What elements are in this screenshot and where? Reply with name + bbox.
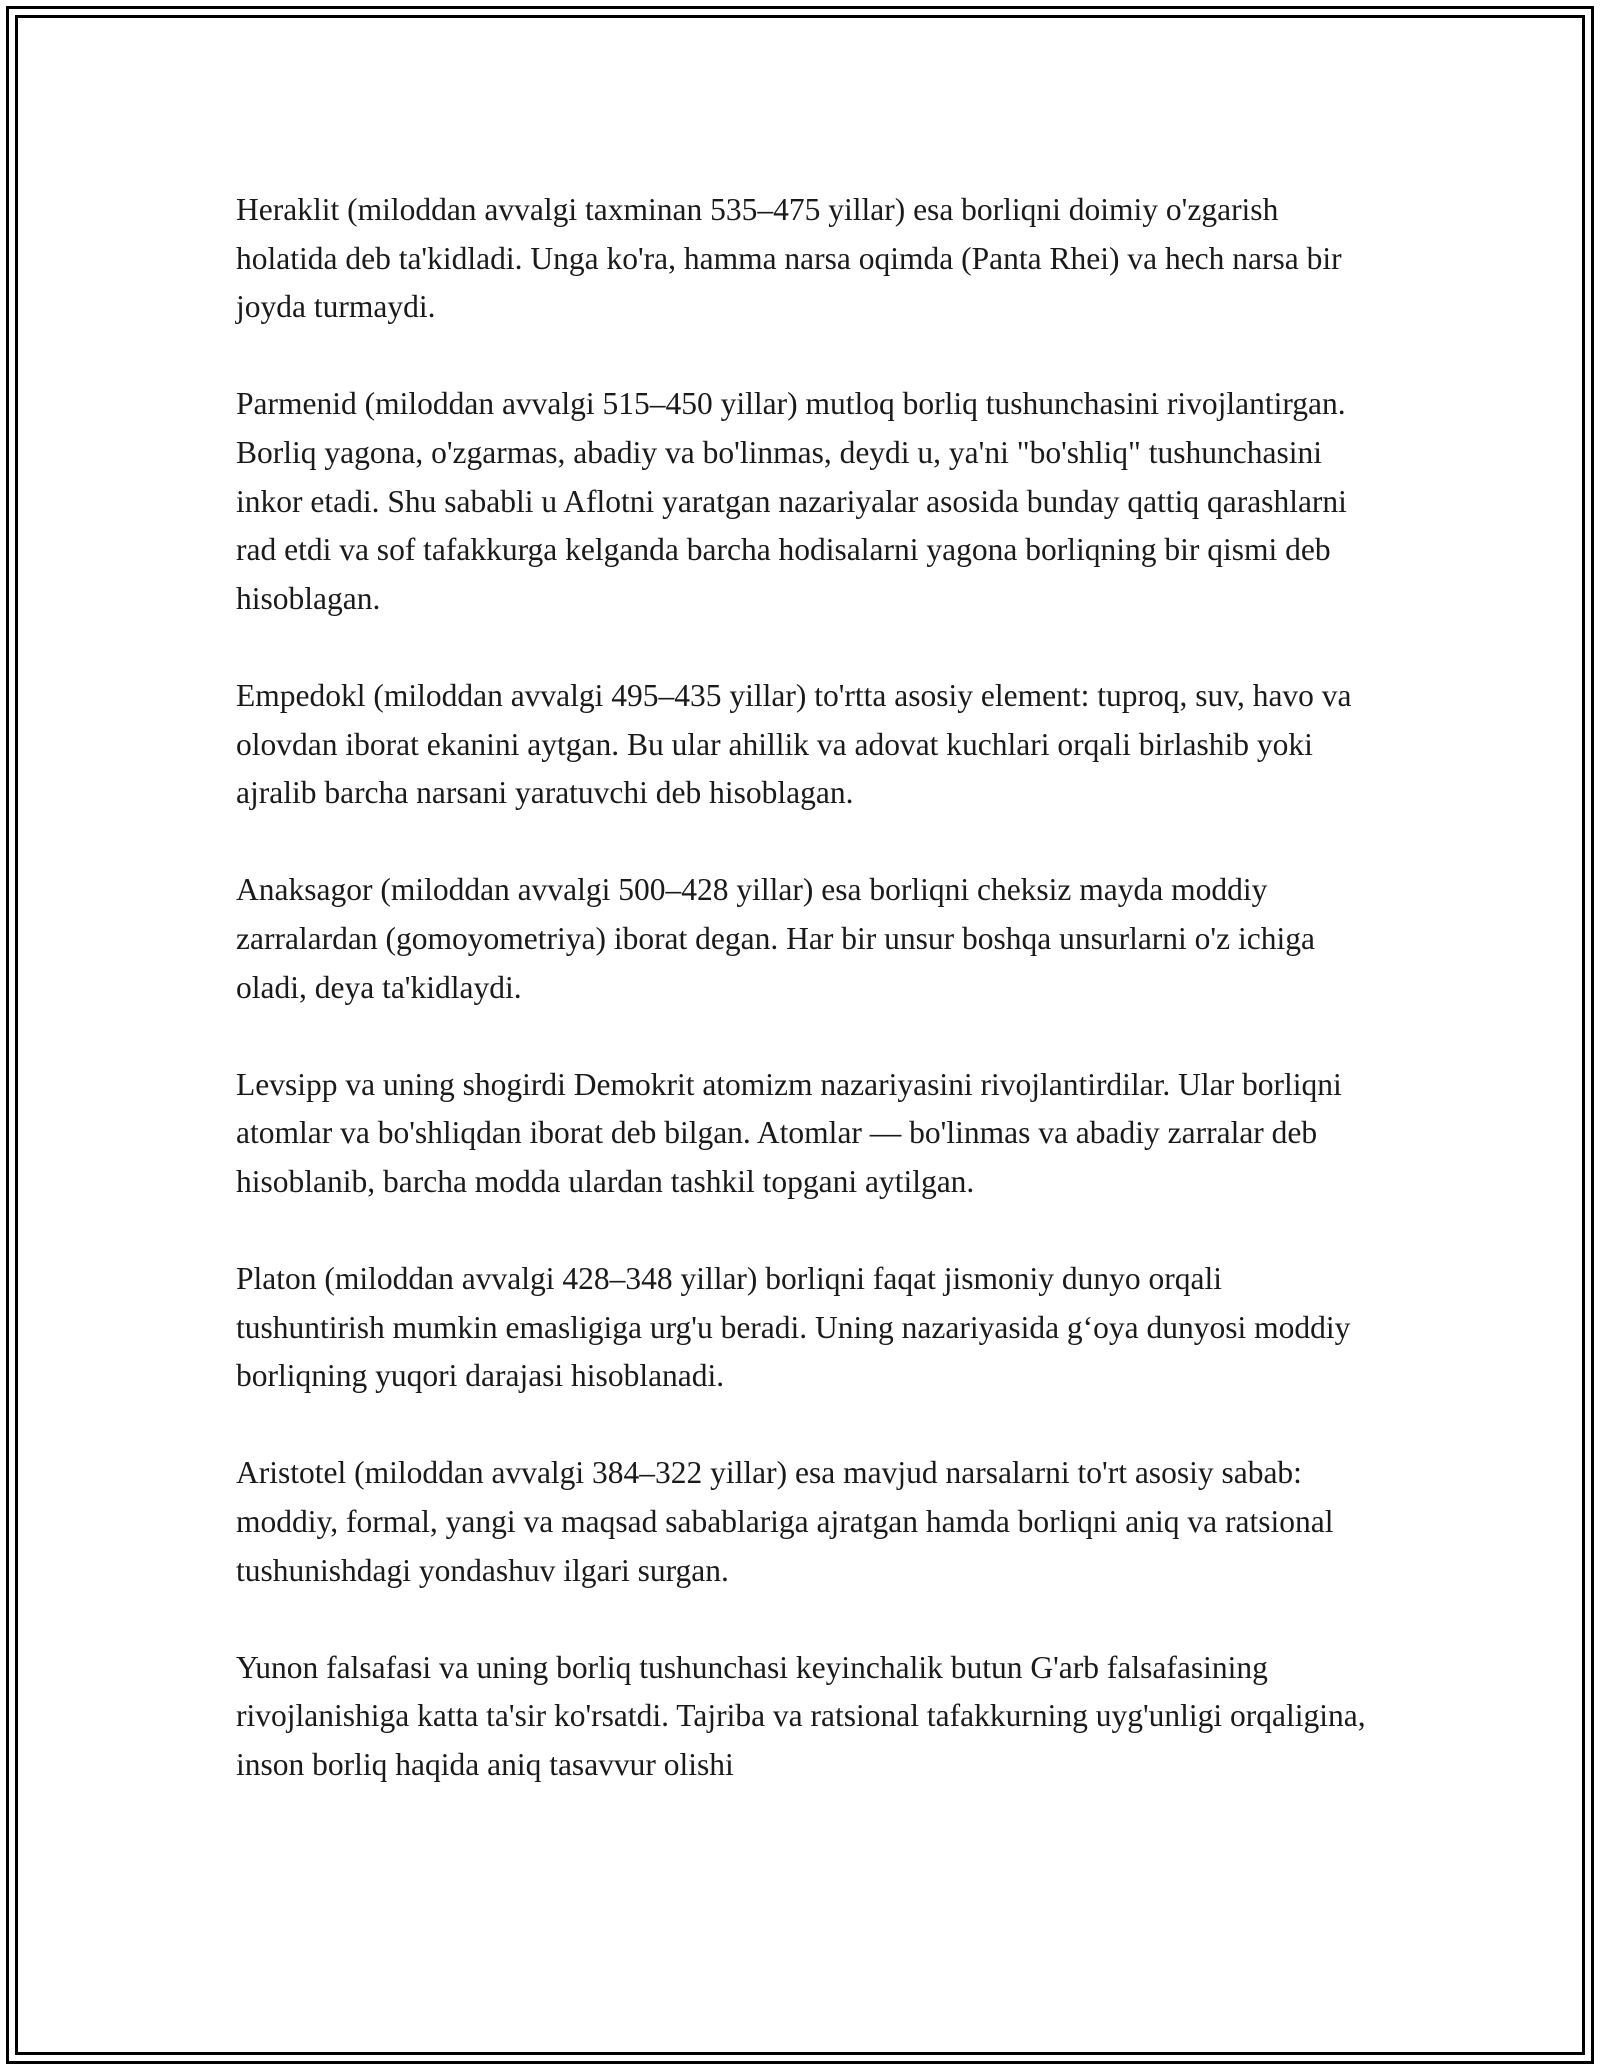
paragraph-aristotel: Aristotel (miloddan avvalgi 384–322 yillar) esa mavjud narsalarni to'rt asosiy sabab: moddiy, formal, yangi va maqsad sabablariga ajratgan hamda borliqni aniq va ratsional tushunishdagi yondashuv ilgari surgan. <box>236 1455 1334 1588</box>
paragraph-platon: Platon (miloddan avvalgi 428–348 yillar) borliqni faqat jismoniy dunyo orqali tushuntirish mumkin emasligiga urg'u beradi. Uning nazariyasida gʻoya dunyosi moddiy borliqning yuqori darajasi hisoblanadi. <box>236 1261 1351 1394</box>
document-body <box>236 186 1376 1838</box>
paragraph-parmenid: Parmenid (miloddan avvalgi 515–450 yillar) mutloq borliq tushunchasini rivojlantirgan. Borliq yagona, o'zgarmas, abadiy va bo'linmas, deydi u, ya'ni "bo'shliq" tushunchasini inkor etadi. Shu sababli u Aflotni yaratgan nazariyalar asosida bunday qattiq qarashlarni rad etdi va sof tafakkurga kelganda barcha hodisalarni yagona borliqning bir qismi deb hisoblagan. <box>236 386 1347 616</box>
paragraph-empedokl: Empedokl (miloddan avvalgi 495–435 yillar) to'rtta asosiy element: tuproq, suv, havo va olovdan iborat ekanini aytgan. Bu ular ahillik va adovat kuchlari orqali birlashib yoki ajralib barcha narsani yaratuvchi deb hisoblagan. <box>236 677 1352 811</box>
paragraph-levsipp-demokrit: Levsipp va uning shogirdi Demokrit atomizm nazariyasini rivojlantirdilar. Ular borliqni atomlar va bo'shliqdan iborat deb bilgan. Atomlar — bo'linmas va abadiy zarralar deb hisoblanib, barcha modda ulardan tashkil topgani aytilgan. <box>236 1066 1342 1199</box>
paragraph-yunon-falsafasi: Yunon falsafasi va uning borliq tushunchasi keyinchalik butun G'arb falsafasining rivojlanishiga katta ta'sir ko'rsatdi. Tajriba va ratsional tafakkurning uyg'unligi orqaligina, inson borliq haqida aniq tasavvur olishi <box>236 1649 1366 1782</box>
paragraph-heraklit: Heraklit (miloddan avvalgi taxminan 535–475 yillar) esa borliqni doimiy o'zgarish holatida deb ta'kidladi. Unga ko'ra, hamma narsa oqimda (Panta Rhei) va hech narsa bir joyda turmaydi. <box>236 192 1342 325</box>
paragraph-anaksagor: Anaksagor (miloddan avvalgi 500–428 yillar) esa borliqni cheksiz mayda moddiy zarralardan (gomoyometriya) iborat degan. Har bir unsur boshqa unsurlarni o'z ichiga oladi, deya ta'kidlaydi. <box>236 872 1315 1005</box>
